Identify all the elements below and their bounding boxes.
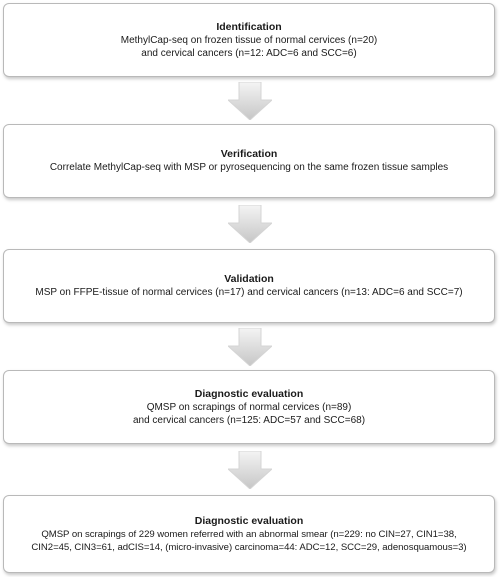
- step-box-diagnostic-evaluation: [3, 370, 495, 444]
- step-title: Identification: [216, 20, 282, 33]
- down-arrow-icon: [228, 328, 272, 366]
- step-text: CIN2=45, CIN3=61, adCIS=14, (micro-invasive) carcinoma=44: ADC=12, SCC=29, adenosquamous=3): [31, 542, 467, 553]
- step-text: and cervical cancers (n=12: ADC=6 and SCC=6): [141, 48, 357, 59]
- step-text: QMSP on scrapings of normal cervices (n=89): [146, 401, 352, 413]
- step-box-verification: [3, 124, 495, 198]
- down-arrow-icon: [228, 451, 272, 489]
- step-box-diagnostic-evaluation-referred: [3, 495, 495, 573]
- step-box-validation: [3, 249, 495, 323]
- step-text: MethylCap-seq on frozen tissue of normal cervices (n=20): [120, 34, 378, 46]
- step-title: Diagnostic evaluation: [194, 387, 304, 400]
- step-title: Verification: [220, 148, 278, 161]
- down-arrow-icon: [228, 82, 272, 120]
- step-box-identification: [3, 3, 495, 77]
- step-text: MSP on FFPE-tissue of normal cervices (n=17) and cervical cancers (n=13: ADC=6 and SCC=7): [35, 287, 463, 299]
- step-text: and cervical cancers (n=125: ADC=57 and SCC=68): [132, 415, 366, 426]
- step-text: QMSP on scrapings of 229 women referred with an abnormal smear (n=229: no CIN=27, CIN1=38,: [41, 528, 457, 540]
- step-text: Correlate MethylCap-seq with MSP or pyrosequencing on the same frozen tissue samples: [49, 162, 449, 174]
- step-title: Validation: [224, 273, 274, 286]
- step-title: Diagnostic evaluation: [194, 514, 304, 527]
- down-arrow-icon: [228, 205, 272, 243]
